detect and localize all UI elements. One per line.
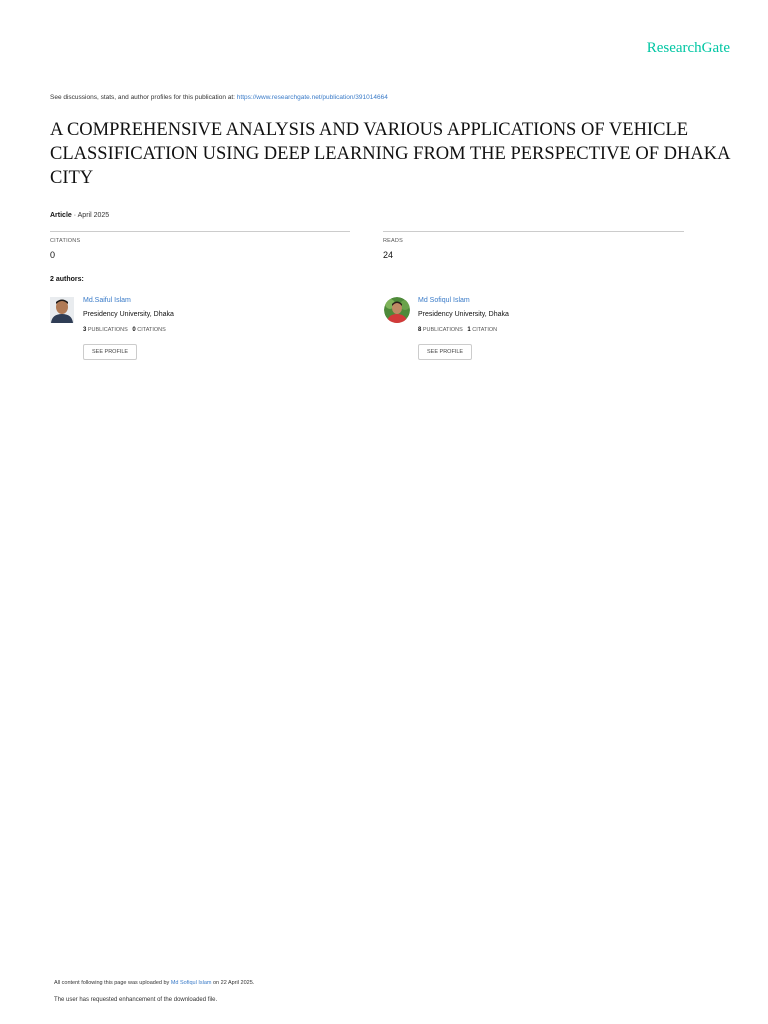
author-2-stats: [418, 327, 497, 333]
citations-value: 0: [50, 250, 56, 260]
meta-separator: ·: [71, 212, 78, 219]
reads-label: READS: [383, 238, 403, 244]
citations-label: CITATIONS: [50, 238, 81, 244]
reads-value: 24: [383, 250, 394, 260]
author-1-stats: [83, 327, 166, 333]
discussion-prefix: See discussions, stats, and author profiles for this publication at:: [50, 94, 237, 101]
publication-meta: [50, 212, 109, 219]
author-1-name-link[interactable]: Md.Saiful Islam: [83, 297, 131, 304]
publication-date: April 2025: [77, 212, 110, 219]
author-2-citations-count: 1: [467, 327, 471, 333]
author-1-citations-count: 0: [132, 327, 136, 333]
uploader-link[interactable]: Md Sofiqul Islam: [170, 980, 212, 986]
upload-prefix: All content following this page was uploaded by: [54, 980, 171, 986]
publication-title: A COMPREHENSIVE ANALYSIS AND VARIOUS APPLICATIONS OF VEHICLE CLASSIFICATION USING DEEP LEARNING FROM THE PERSPECTIVE OF DHAKA CITY: [50, 120, 730, 188]
author-1-publications-label: PUBLICATIONS: [87, 327, 128, 333]
upload-note: [54, 980, 254, 986]
discussion-line: [50, 94, 388, 101]
citations-divider: [50, 231, 350, 232]
author-2-citations-label: CITATION: [472, 327, 498, 333]
reads-divider: [383, 231, 684, 232]
author-1-institution: Presidency University, Dhaka: [83, 311, 174, 318]
upload-suffix: on 22 April 2025.: [211, 980, 255, 986]
author-2-publications-label: PUBLICATIONS: [422, 327, 463, 333]
author-2-institution: Presidency University, Dhaka: [418, 311, 509, 318]
enhancement-note: The user has requested enhancement of the downloaded file.: [54, 997, 218, 1003]
publication-type: Article: [50, 212, 72, 219]
author-2-photo-icon: [384, 297, 410, 323]
authors-heading: 2 authors:: [50, 276, 84, 283]
author-1-photo-icon: [50, 297, 74, 323]
author-1-see-profile-button[interactable]: SEE PROFILE: [83, 344, 137, 360]
author-1-publications-count: 3: [83, 327, 87, 333]
author-1-citations-label: CITATIONS: [137, 327, 166, 333]
author-2-avatar[interactable]: [384, 297, 410, 323]
author-1-avatar[interactable]: [50, 297, 74, 323]
publication-url-link[interactable]: https://www.researchgate.net/publication/391014664: [236, 94, 388, 101]
author-2-publications-count: 8: [418, 327, 422, 333]
author-2-see-profile-button[interactable]: SEE PROFILE: [418, 344, 472, 360]
researchgate-logo[interactable]: ResearchGate: [646, 40, 730, 56]
author-2-name-link[interactable]: Md Sofiqul Islam: [418, 297, 470, 304]
